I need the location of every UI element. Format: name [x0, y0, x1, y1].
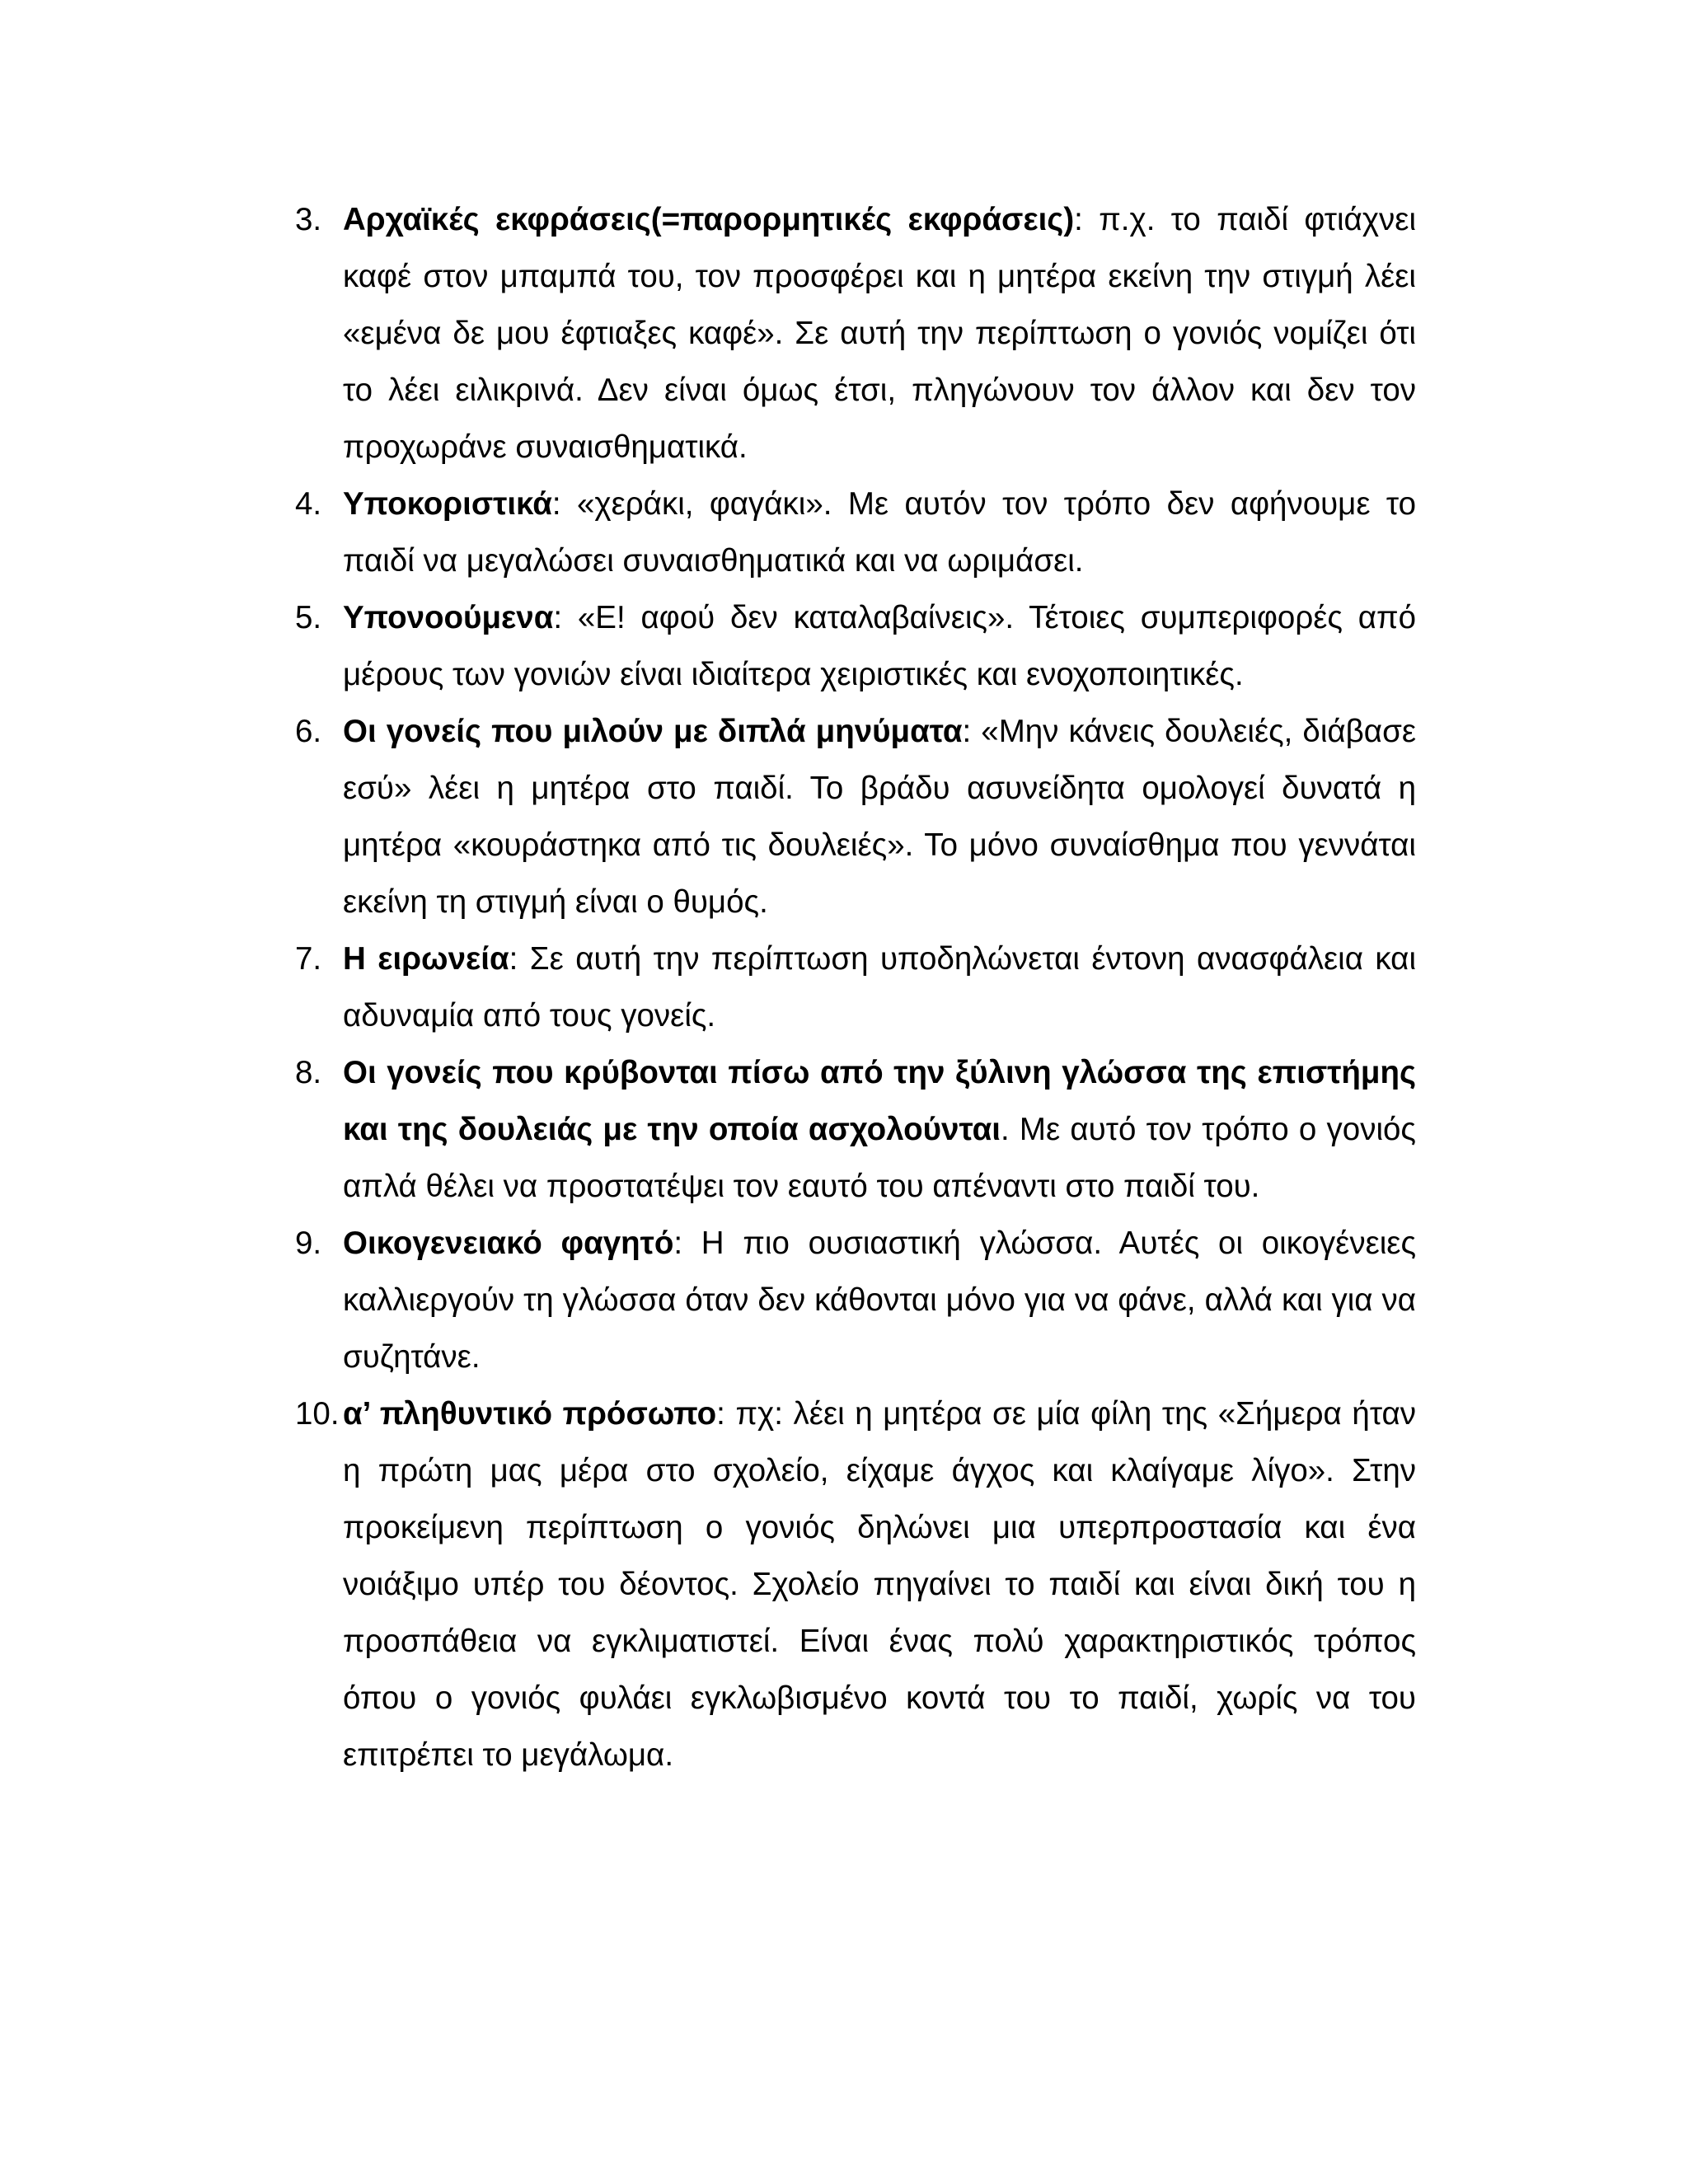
item-term: α’ πληθυντικό πρόσωπο [343, 1396, 717, 1432]
item-number: 7. [295, 941, 322, 977]
item-text: : πχ: λέει η μητέρα σε μία φίλη της «Σήμερα ήταν η πρώτη μας μέρα στο σχολείο, είχαμε άγχος και κλαίγαμε λίγο». Στην προκείμενη περίπτωση ο γονιός δηλώνει μια υπερπροστασία και ένα νοιάξιμο υπέρ του δέοντος. Σχολείο πηγαίνει το παιδί και είναι δική του η προσπάθεια να εγκλιματιστεί. Είναι ένας πολύ χαρακτηριστικός τρόπος όπου ο γονιός φυλάει εγκλωβισμένο κοντά του το παιδί, χωρίς να του επιτρέπει το μεγάλωμα. [343, 1396, 1417, 1773]
list-item [295, 191, 1416, 476]
item-number: 8. [295, 1055, 322, 1090]
list-item [295, 930, 1416, 1044]
numbered-list [295, 191, 1416, 1783]
list-item [295, 1385, 1416, 1783]
item-term: Οι γονείς που κρύβονται πίσω από την ξύλινη γλώσσα της επιστήμης και της δουλειάς με την οποία ασχολούνται [343, 1055, 1416, 1147]
item-term: Οικογενειακό φαγητό [343, 1226, 674, 1261]
item-number: 4. [295, 486, 322, 522]
list-item [295, 589, 1416, 703]
item-term: Οι γονείς που μιλούν με διπλά μηνύματα [343, 714, 963, 749]
item-text: : π.χ. το παιδί φτιάχνει καφέ στον μπαμπά του, τον προσφέρει και η μητέρα εκείνη την στιγμή λέει «εμένα δε μου έφτιαξες καφέ». Σε αυτή την περίπτωση ο γονιός νομίζει ότι το λέει ειλικρινά. Δεν είναι όμως έτσι, πληγώνουν τον άλλον και δεν τον προχωράνε συναισθηματικά. [343, 202, 1416, 465]
item-term: Υπονοούμενα [343, 600, 554, 635]
item-term: Αρχαϊκές εκφράσεις(=παρορμητικές εκφράσεις) [343, 202, 1075, 237]
item-number: 3. [295, 202, 322, 237]
item-number: 5. [295, 600, 322, 635]
item-text: : «Ε! αφού δεν καταλαβαίνεις». Τέτοιες συμπεριφορές από μέρους των γονιών είναι ιδιαίτερα χειριστικές και ενοχοποιητικές. [343, 600, 1416, 692]
item-term: Η ειρωνεία [343, 941, 509, 977]
list-item [295, 703, 1416, 930]
item-number: 10. [295, 1396, 340, 1432]
list-item [295, 1215, 1416, 1385]
list-item [295, 1044, 1416, 1215]
list-item [295, 476, 1416, 589]
item-text: : «Μην κάνεις δουλειές, διάβασε εσύ» λέει η μητέρα στο παιδί. Το βράδυ ασυνείδητα ομολογεί δυνατά η μητέρα «κουράστηκα από τις δουλειές». Το μόνο συναίσθημα που γεννάται εκείνη τη στιγμή είναι ο θυμός. [343, 714, 1416, 920]
item-text: : «χεράκι, φαγάκι». Με αυτόν τον τρόπο δεν αφήνουμε το παιδί να μεγαλώσει συναισθηματικά και να ωριμάσει. [343, 486, 1416, 579]
item-text: : Σε αυτή την περίπτωση υποδηλώνεται έντονη ανασφάλεια και αδυναμία από τους γονείς. [343, 941, 1416, 1033]
item-text: . Με αυτό τον τρόπο ο γονιός απλά θέλει να προστατέψει τον εαυτό του απέναντι στο παιδί του. [343, 1112, 1416, 1204]
item-number: 9. [295, 1226, 322, 1261]
item-text: : Η πιο ουσιαστική γλώσσα. Αυτές οι οικογένειες καλλιεργούν τη γλώσσα όταν δεν κάθονται μόνο για να φάνε, αλλά και για να συζητάνε. [343, 1226, 1417, 1375]
item-term: Υποκοριστικά [343, 486, 552, 522]
item-number: 6. [295, 714, 322, 749]
